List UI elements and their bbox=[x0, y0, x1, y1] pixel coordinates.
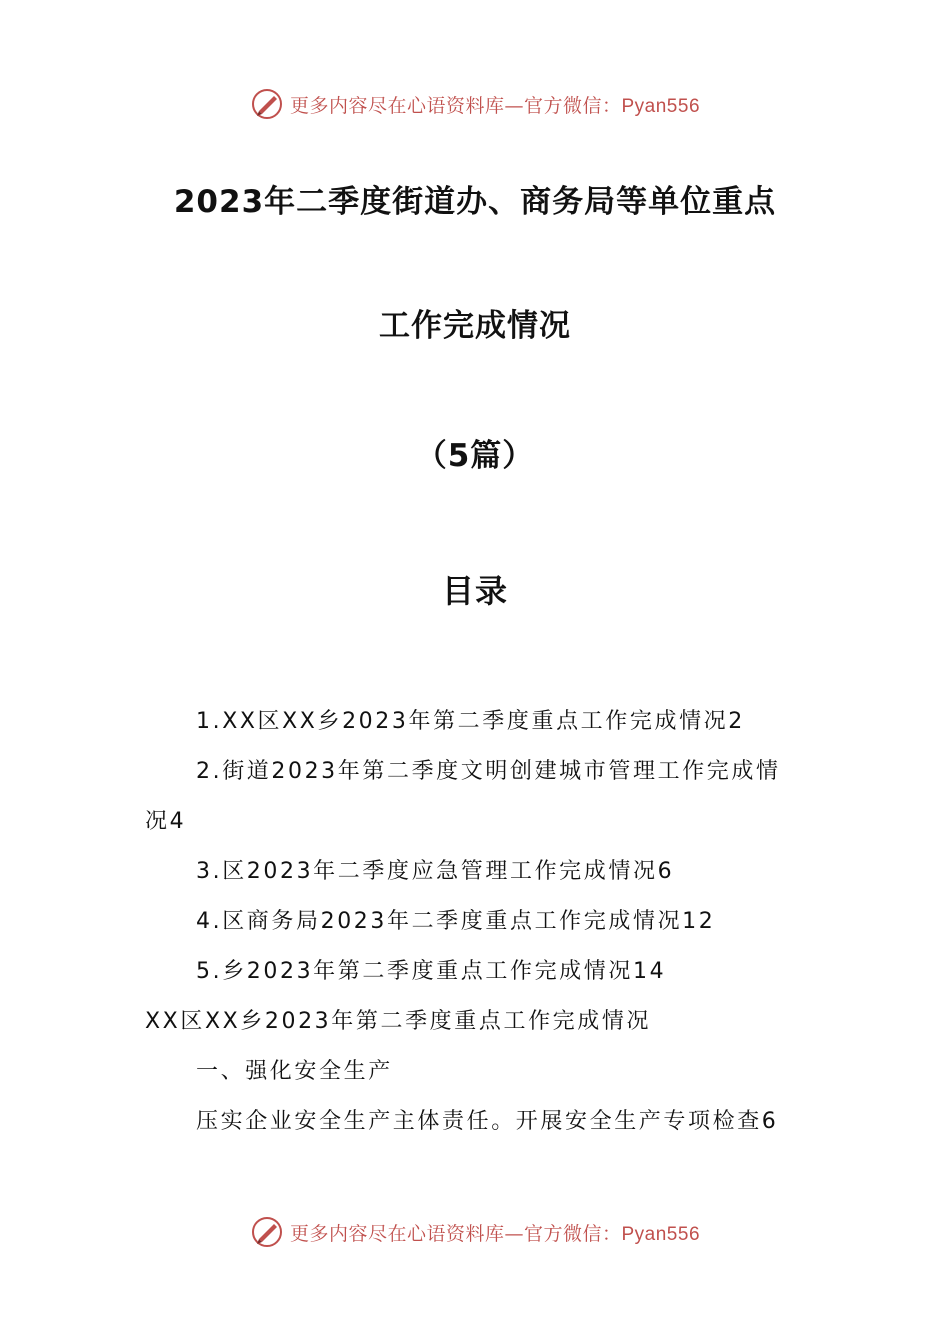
watermark-wechat-id: Pyan556 bbox=[621, 1223, 701, 1245]
section-heading: 一、强化安全生产 bbox=[196, 1059, 393, 1084]
pen-logo-icon bbox=[250, 1215, 284, 1249]
document-title-line1: 2023年二季度街道办、商务局等单位重点 bbox=[173, 184, 777, 220]
toc-heading: 目录 bbox=[441, 572, 508, 610]
toc-item-2: 2.街道2023年第二季度文明创建城市管理工作完成情 bbox=[196, 759, 781, 784]
watermark-text: 更多内容尽在心语资料库—官方微信：Pyan556 bbox=[289, 94, 701, 117]
toc-item-4: 4.区商务局2023年二季度重点工作完成情况12 bbox=[196, 909, 716, 934]
watermark-header bbox=[0, 84, 950, 124]
toc-item-3: 3.区2023年二季度应急管理工作完成情况6 bbox=[196, 859, 675, 884]
document-count: （5篇） bbox=[415, 438, 535, 474]
toc-item-2-continued: 况4 bbox=[145, 809, 187, 834]
document-title-line2: 工作完成情况 bbox=[379, 308, 571, 344]
pen-logo-icon bbox=[250, 87, 284, 121]
watermark-wechat-id: Pyan556 bbox=[621, 95, 701, 117]
watermark-footer bbox=[0, 1212, 950, 1252]
watermark-text: 更多内容尽在心语资料库—官方微信：Pyan556 bbox=[289, 1222, 701, 1245]
body-paragraph: 压实企业安全生产主体责任。开展安全生产专项检查6 bbox=[196, 1109, 779, 1134]
toc-item-5: 5.乡2023年第二季度重点工作完成情况14 bbox=[196, 959, 667, 984]
section-title: XX区XX乡2023年第二季度重点工作完成情况 bbox=[145, 1009, 652, 1034]
toc-item-1: 1.XX区XX乡2023年第二季度重点工作完成情况2 bbox=[196, 709, 745, 734]
